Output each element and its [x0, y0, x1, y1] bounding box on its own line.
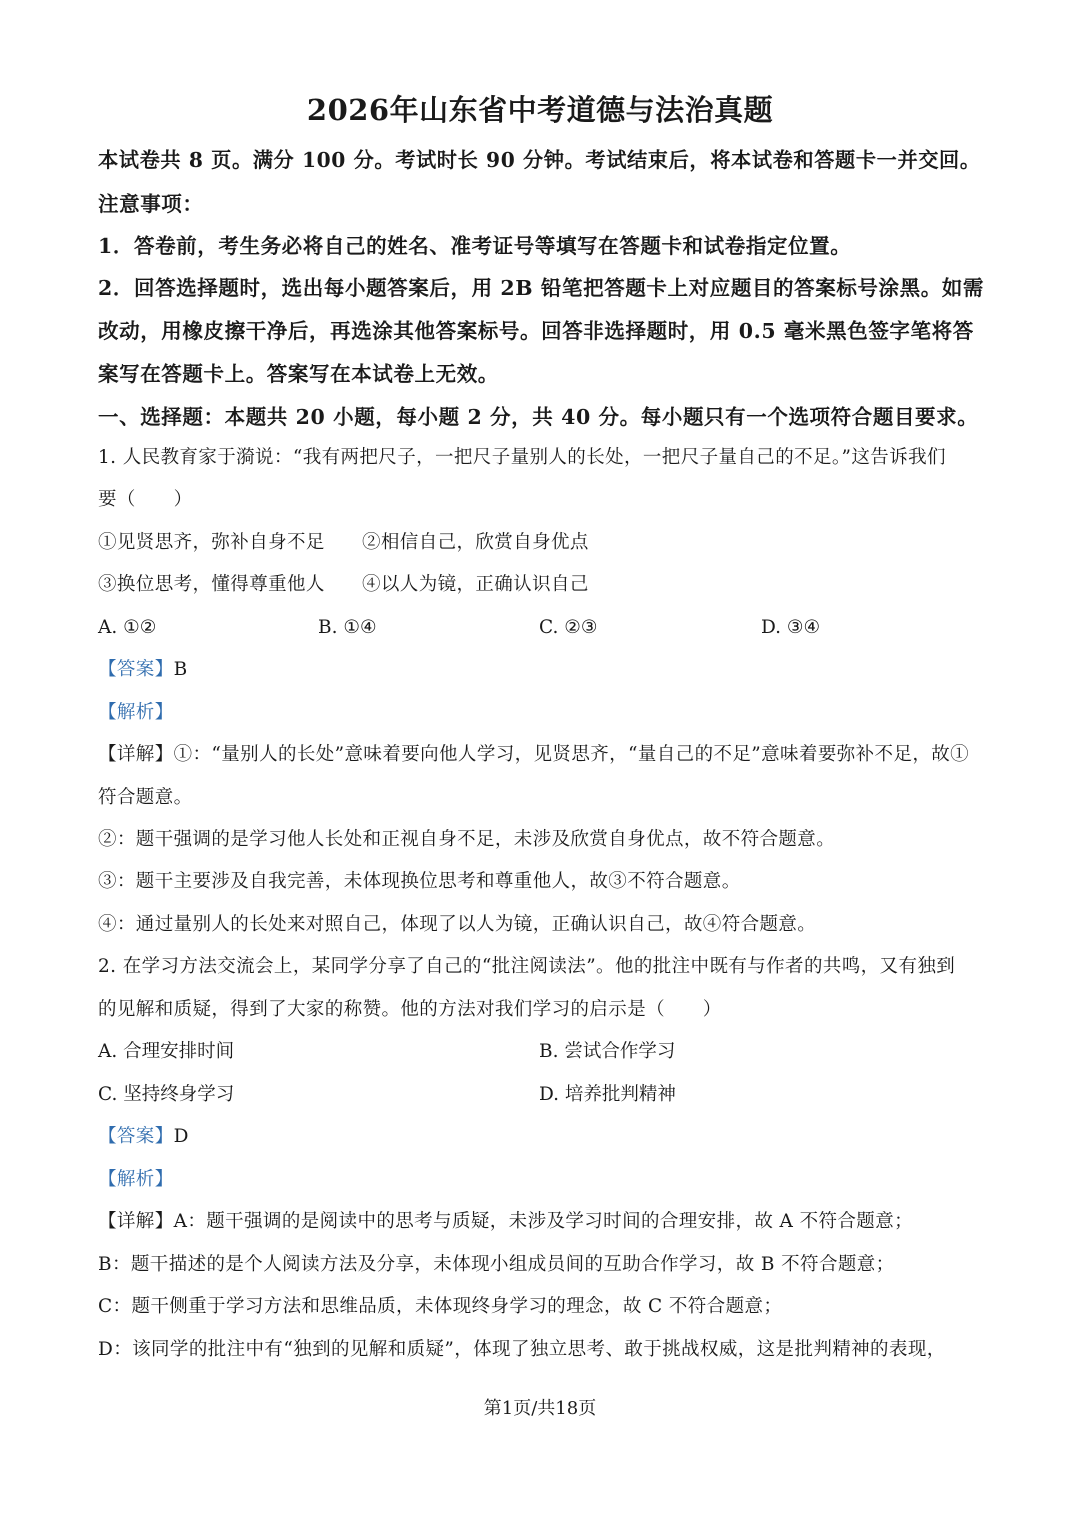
notice-item-2-line-3: 案写在答题卡上。答案写在本试卷上无效。: [98, 362, 499, 386]
question-1-detail-line-4: ③：题干主要涉及自我完善，未体现换位思考和尊重他人，故③不符合题意。: [98, 871, 741, 892]
question-1-answer: [98, 661, 188, 680]
question-1-statement-4: ④以人为镜，正确认识自己: [362, 574, 589, 595]
question-2-stem-line-2: 的见解和质疑，得到了大家的称赞。他的方法对我们学习的启示是（ ）: [98, 999, 722, 1020]
question-1-option-a: A. ①②: [98, 617, 157, 638]
answer-value: D: [173, 1126, 189, 1147]
question-1-option-d: D. ③④: [761, 617, 821, 638]
question-1-analysis-tag: 【解析】: [98, 702, 174, 723]
question-1-option-c: C. ②③: [539, 617, 598, 638]
question-2-detail-line-4: D：该同学的批注中有“独到的见解和质疑”，体现了独立思考、敢于挑战权威，这是批判精神的表现，: [98, 1339, 946, 1360]
exam-info: 本试卷共 8 页。满分 100 分。考试时长 90 分钟。考试结束后，将本试卷和答题卡一并交回。: [98, 148, 981, 172]
question-1-statement-1: ①见贤思齐，弥补自身不足: [98, 532, 325, 553]
answer-value: B: [173, 659, 188, 680]
section-heading: 一、选择题：本题共 20 小题，每小题 2 分，共 40 分。每小题只有一个选项符合题目要求。: [98, 405, 979, 429]
question-1-stem-line-2: 要（ ）: [98, 489, 193, 510]
question-2-option-d: D. 培养批判精神: [539, 1084, 676, 1105]
page-number-footer: 第1页/共18页: [483, 1398, 597, 1419]
question-1-stem-line-1: 1. 人民教育家于漪说：“我有两把尺子，一把尺子量别人的长处，一把尺子量自己的不足。”这告诉我们: [98, 447, 946, 468]
question-2-option-c: C. 坚持终身学习: [98, 1084, 235, 1105]
question-1-detail-line-5: ④：通过量别人的长处来对照自己，体现了以人为镜，正确认识自己，故④符合题意。: [98, 914, 817, 935]
detail-tag: 【详解】: [98, 744, 174, 765]
question-2-detail-line-2: B：题干描述的是个人阅读方法及分享，未体现小组成员间的互助合作学习，故 B 不符合题意；: [98, 1254, 895, 1275]
notice-item-2-line-1: 2．回答选择题时，选出每小题答案后，用 2B 铅笔把答题卡上对应题目的答案标号涂黑。如需: [98, 276, 985, 300]
notice-item-1: 1．答卷前，考生务必将自己的姓名、准考证号等填写在答题卡和试卷指定位置。: [98, 234, 852, 258]
answer-tag: 【答案】: [98, 659, 174, 680]
notice-heading: 注意事项：: [98, 192, 204, 216]
detail-text: ①：“量别人的长处”意味着要向他人学习，见贤思齐，“量自己的不足”意味着要弥补不足，故①: [173, 744, 970, 765]
page-title: 2026年山东省中考道德与法治真题: [306, 93, 774, 127]
detail-tag: 【详解】: [98, 1211, 174, 1232]
question-1-statement-3: ③换位思考，懂得尊重他人: [98, 574, 325, 595]
question-1-detail-line-1: [98, 746, 969, 765]
question-2-stem-line-1: 2. 在学习方法交流会上，某同学分享了自己的“批注阅读法”。他的批注中既有与作者的共鸣，又有独到: [98, 956, 956, 977]
question-2-answer: [98, 1128, 189, 1147]
question-1-option-b: B. ①④: [318, 617, 377, 638]
question-2-option-a: A. 合理安排时间: [98, 1041, 235, 1062]
question-2-detail-line-3: C：题干侧重于学习方法和思维品质，未体现终身学习的理念，故 C 不符合题意；: [98, 1296, 783, 1317]
question-1-detail-line-2: 符合题意。: [98, 787, 193, 808]
notice-item-2-line-2: 改动，用橡皮擦干净后，再选涂其他答案标号。回答非选择题时，用 0.5 毫米黑色签字笔将答: [98, 319, 974, 343]
question-2-detail-line-1: [98, 1213, 913, 1232]
question-2-analysis-tag: 【解析】: [98, 1169, 174, 1190]
answer-tag: 【答案】: [98, 1126, 174, 1147]
question-2-option-b: B. 尝试合作学习: [539, 1041, 676, 1062]
question-1-detail-line-3: ②：题干强调的是学习他人长处和正视自身不足，未涉及欣赏自身优点，故不符合题意。: [98, 829, 836, 850]
question-1-statement-2: ②相信自己，欣赏自身优点: [362, 532, 589, 553]
detail-text: A：题干强调的是阅读中的思考与质疑，未涉及学习时间的合理安排，故 A 不符合题意；: [173, 1211, 913, 1232]
